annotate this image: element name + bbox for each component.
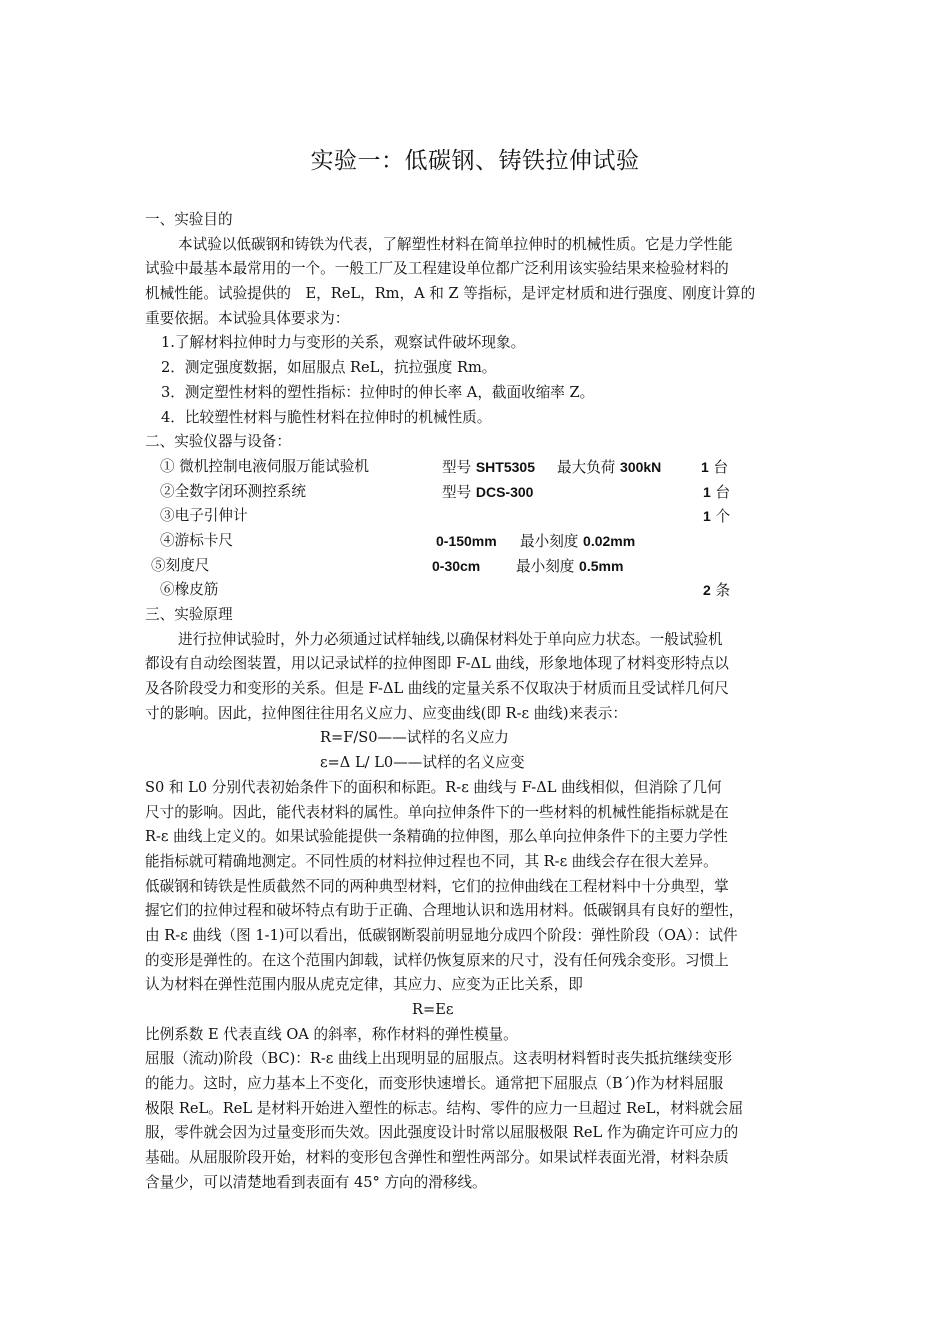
paragraph-line: 都设有自动绘图装置，用以记录试样的拉伸图即 F-ΔL 曲线，形象地体现了材料变形特点以 (145, 655, 729, 673)
qty-unit: 条 (715, 582, 731, 600)
equipment-row (145, 455, 811, 480)
max-label: 最大负荷 (557, 458, 616, 476)
list-item: 4．比较塑性材料与脆性材料在拉伸时的机械性质。 (161, 408, 492, 426)
model-label: 型号 (442, 458, 472, 476)
qty-unit: 台 (713, 458, 729, 476)
list-item: 1.了解材料拉伸时力与变形的关系，观察试件破坏现象。 (161, 334, 526, 352)
paragraph-line: 进行拉伸试验时，外力必须通过试样轴线,以确保材料处于单向应力状态。一般试验机 (178, 630, 723, 648)
paragraph-line: 比例系数 E 代表直线 OA 的斜率，称作材料的弹性模量。 (145, 1025, 518, 1043)
equation-row (145, 726, 811, 751)
paragraph-line: 本试验以低碳钢和铸铁为代表，了解塑性材料在简单拉伸时的机械性质。它是力学性能 (178, 235, 733, 253)
equipment-model (442, 480, 533, 506)
list-item: 2．测定强度数据，如屈服点 ReL，抗拉强度 Rm。 (161, 359, 497, 377)
document-body (145, 208, 811, 1196)
list-item: 3．测定塑性材料的塑性指标：拉伸时的伸长率 A，截面收缩率 Z。 (161, 383, 595, 401)
equipment-name: ③电子引伸计 (160, 507, 248, 525)
paragraph-line: 极限 ReL。ReL 是材料开始进入塑性的标志。结构、零件的应力一旦超过 ReL，材料就会屈 (145, 1099, 744, 1117)
equipment-row (145, 480, 811, 505)
equipment-name: ④游标卡尺 (160, 531, 233, 549)
equipment-row (145, 529, 811, 554)
paragraph-line: 握它们的拉伸过程和破坏特点有助于正确、合理地认识和选用材料。低碳钢具有良好的塑性， (145, 902, 744, 920)
equation-row (145, 751, 811, 776)
min-label: 最小刻度 (516, 557, 575, 575)
paragraph-line: 由 R-ε 曲线（图 1-1)可以看出，低碳钢断裂前明显地分成四个阶段：弹性阶段（OA）：试件 (145, 926, 738, 944)
paragraph-line: 重要依据。本试验具体要求为： (145, 309, 350, 327)
qty-unit: 个 (715, 508, 731, 526)
paragraph-line: 及各阶段受力和变形的关系。但是 F-ΔL 曲线的定量关系不仅取决于材质而且受试样几何尺 (145, 680, 729, 698)
equipment-qty (703, 480, 730, 506)
equipment-model (442, 455, 535, 481)
section-heading-principle: 三、实验原理 (145, 606, 233, 623)
paragraph-line: 尺寸的影响。因此，能代表材料的属性。单向拉伸条件下的一些材料的机械性能指标就是在 (145, 803, 729, 821)
paragraph-line: 认为材料在弹性范围内服从虎克定律，其应力、应变为正比关系，即 (145, 976, 583, 994)
equipment-name: ⑥橡皮筋 (160, 581, 219, 599)
equipment-min-scale (520, 529, 635, 555)
paragraph-line: 寸的影响。因此，拉伸图往往用名义应力、应变曲线(即 R-ε 曲线)来表示： (145, 704, 627, 722)
equipment-name: ⑤刻度尺 (151, 556, 210, 574)
paragraph-line: 的能力。这时，应力基本上不变化，而变形快速增长。通常把下屈服点（B΄)作为材料屈服 (145, 1075, 724, 1093)
equipment-name: ②全数字闭环测控系统 (160, 482, 306, 500)
equipment-row (145, 578, 811, 603)
min-label: 最小刻度 (520, 532, 579, 550)
equation-hooke: R=Eε (412, 1001, 454, 1018)
qty-number: 1 (703, 508, 711, 525)
min-value: 0.5mm (579, 557, 624, 574)
equipment-range: 0-30cm (432, 557, 481, 574)
model-label: 型号 (442, 483, 472, 501)
paragraph-line: 能指标就可精确地测定。不同性质的材料拉伸过程也不同，其 R-ε 曲线会存在很大差异。 (145, 852, 718, 870)
equation-strain: ε=Δ L/ L0——试样的名义应变 (320, 754, 525, 772)
qty-number: 1 (703, 483, 711, 500)
paragraph-line: R-ε 曲线上定义的。如果试验能提供一条精确的拉伸图，那么单向拉伸条件下的主要力学性 (145, 828, 728, 846)
equipment-max-load (557, 455, 661, 481)
paragraph-line: 服，零件就会因为过量变形而失效。因此强度设计时常以屈服极限 ReL 作为确定许可应力的 (145, 1124, 739, 1142)
paragraph-line: S0 和 L0 分别代表初始条件下的面积和标距。R-ε 曲线与 F-ΔL 曲线相似，但消除了几何 (145, 778, 722, 796)
section-heading-purpose: 一、实验目的 (145, 211, 233, 228)
equipment-qty (701, 455, 728, 481)
equation-stress: R=F/S0——试样的名义应力 (320, 729, 509, 747)
max-value: 300kN (620, 458, 662, 475)
equipment-row (145, 554, 811, 579)
paragraph-line: 机械性能。试验提供的 E，ReL，Rm，A 和 Z 等指标，是评定材质和进行强度、刚度计算的 (145, 285, 756, 303)
section-heading-equipment: 二、实验仪器与设备： (145, 433, 291, 451)
page-title: 实验一：低碳钢、铸铁拉伸试验 (310, 148, 640, 174)
model-value: SHT5305 (475, 458, 535, 475)
equipment-min-scale (516, 554, 623, 580)
qty-unit: 台 (715, 483, 731, 501)
equipment-qty (703, 578, 730, 604)
paragraph-line: 含量少，可以清楚地看到表面有 45° 方向的滑移线。 (145, 1173, 487, 1191)
paragraph-line: 低碳钢和铸铁是性质截然不同的两种典型材料，它们的拉伸曲线在工程材料中十分典型，掌 (145, 877, 729, 895)
equipment-range: 0-150mm (436, 532, 497, 549)
paragraph-line: 试验中最基本最常用的一个。一般工厂及工程建设单位都广泛利用该实验结果来检验材料的 (145, 260, 729, 278)
qty-number: 2 (703, 582, 711, 599)
qty-number: 1 (701, 458, 709, 475)
equation-row (145, 998, 811, 1023)
equipment-qty (703, 504, 730, 530)
model-value: DCS-300 (475, 483, 534, 500)
paragraph-line: 基础。从屈服阶段开始，材料的变形包含弹性和塑性两部分。如果试样表面光滑，材料杂质 (145, 1149, 729, 1167)
equipment-name: ① 微机控制电液伺服万能试验机 (160, 457, 369, 475)
equipment-row (145, 504, 811, 529)
paragraph-line: 的变形是弹性的。在这个范围内卸载，试样仍恢复原来的尺寸，没有任何残余变形。习惯上 (145, 951, 729, 969)
min-value: 0.02mm (583, 532, 636, 549)
paragraph-line: 屈服（流动)阶段（BC)：R-ε 曲线上出现明显的屈服点。这表明材料暂时丧失抵抗继续变形 (145, 1050, 733, 1068)
